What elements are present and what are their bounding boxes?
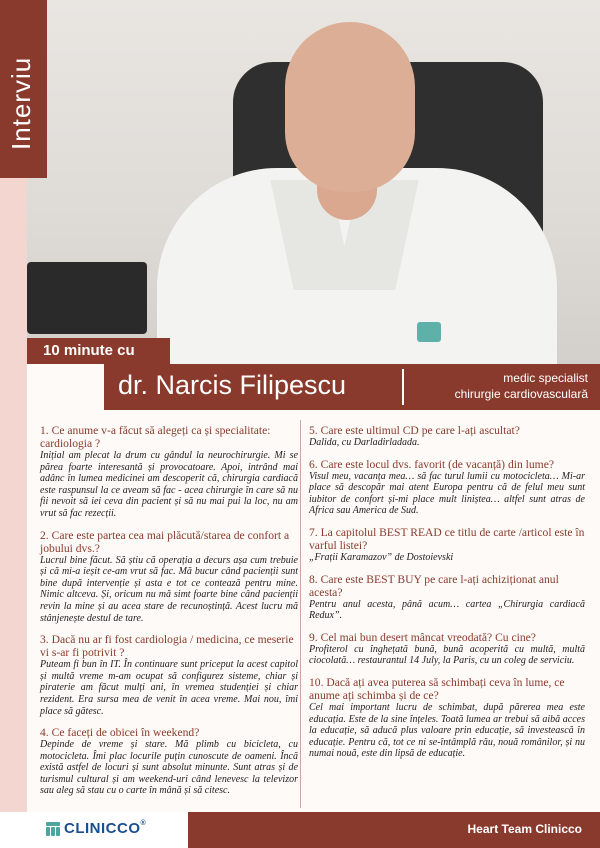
- question: 8. Care este BEST BUY pe care l-ați achiziționat anul acesta?: [309, 572, 559, 599]
- intro-bar: [27, 338, 170, 364]
- question: 7. La capitolul BEST READ ce titlu de carte /articol este în varful listei?: [309, 525, 585, 552]
- answer: Visul meu, vacanța mea… să fac turul lumii cu motocicleta… Mi-ar place să descopăr mai atent Europa pentru că de felul meu sunt iubitor de confort și-mi place mult liniștea… altfel sunt atras de Africa sau America de Sud.: [309, 470, 585, 517]
- doctor-role: [418, 370, 588, 402]
- qa-item: [40, 726, 298, 797]
- role-line-2: chirurgie cardiovasculară: [454, 387, 588, 401]
- desk-shape: [27, 262, 147, 334]
- left-column: [40, 424, 298, 806]
- answer: Inițial am plecat la drum cu gândul la neurochirurgie. Mi se părea foarte interesantă și provocatoare. Apoi, intrând mai adânc în lumea medicinei am descoperit că, chirurgia cardiacă este raspunsul la ce aveam să fac - acea chirurgie în care să nu fii nevoit să iei ceva din pacient și să nu mai pui la loc, nu am vrut să fac rezecții.: [40, 450, 298, 519]
- answer: Dalida, cu Darladirladada.: [309, 437, 420, 448]
- question: 9. Cel mai bun desert mâncat vreodată? Cu cine?: [309, 630, 536, 644]
- answer: Profiterol cu înghețată bună, bună acoperită cu multă, multă ciocolată… restaurantul 14 July, la Paris, cu un coleg de serviciu.: [309, 643, 585, 667]
- column-divider: [300, 420, 301, 808]
- qa-item: [40, 529, 298, 625]
- section-tab: [0, 0, 47, 178]
- qa-item: [40, 424, 298, 520]
- question: 3. Dacă nu ar fi fost cardiologia / medicina, ce meserie vi s-ar fi potrivit ?: [40, 633, 294, 660]
- intro-text: 10 minute cu: [43, 342, 135, 359]
- doctor-name: dr. Narcis Filipescu: [118, 370, 347, 400]
- qa-item: [309, 458, 585, 517]
- question: 10. Dacă ați avea puterea să schimbați ceva în lume, ce anume ați schimba și de ce?: [309, 675, 565, 702]
- answer: Pentru anul acesta, până acum… cartea „Chirurgia cardiacă Redux”.: [309, 598, 585, 622]
- answer: „Frații Karamazov” de Dostoievski: [309, 551, 454, 563]
- answer: Depinde de vreme și stare. Mă plimb cu bicicleta, cu motocicleta. Îmi plac locurile puțin cunoscute de oameni. Încă există astfel de locuri și sunt absolut minunte. Sunt atras și de turismul cultural și am weekend-uri când lenevesc la televizor sau aleg să stau cu o carte în mână și să citesc.: [40, 739, 298, 797]
- question: 5. Care este ultimul CD pe care l-ați ascultat?: [309, 424, 520, 437]
- answer: Cel mai important lucru de schimbat, după părerea mea este educația. Este de la sine înțeles. Toată lumea ar trebui să aibă acces la educație, să aducă plus valoare prin educație, să investească în educație. Pentru că, tot ce ni se-întâmplă rău, nouă românilor, și nu numai nouă, este din lipsă de educație.: [309, 701, 585, 760]
- question: 2. Care este partea cea mai plăcută/starea de confort a jobului dvs.?: [40, 528, 290, 555]
- name-divider: [402, 369, 404, 405]
- answer: Puteam fi bun în IT. În continuare sunt priceput la acest capitol și multă vreme m-am ocupat să configurez sisteme, chiar și piraterie am făcut mulți ani, în vremea studenției și chiar rezident. Era sursa mea de venit în acea vreme. Mai nou, îmi place să gătesc.: [40, 659, 298, 717]
- question: 4. Ce faceți de obicei în weekend?: [40, 726, 200, 740]
- role-line-1: medic specialist: [503, 371, 588, 385]
- brand-name: CLINICCO®: [64, 820, 147, 837]
- name-bar: [104, 364, 600, 410]
- qa-item: [309, 424, 585, 449]
- right-column: [309, 424, 585, 769]
- qa-item: [309, 631, 585, 667]
- coat-logo-icon: [417, 322, 441, 342]
- question: 6. Care este locul dvs. favorit (de vacanță) din lume?: [309, 457, 554, 471]
- answer: Lucrul bine făcut. Să știu că operația a decurs așa cum trebuie și că mi-a ieșit ce-am vrut să fac. Mă bucur când pacienții sunt bine după intervenție și asta e tot ce contează pentru mine. Nimic altceva. Și, oricum nu mă simt foarte bine când pacienții revin la mine și au acea stare de recunoștință. Acest lucru mă stânjenește destul de tare.: [40, 554, 298, 624]
- footer-tagline: Heart Team Clinicco: [467, 822, 582, 836]
- qa-item: [309, 573, 585, 622]
- qa-item: [40, 633, 298, 717]
- section-label: Interviu: [6, 56, 36, 150]
- doctor-photo: [27, 0, 600, 364]
- qa-item: [309, 676, 585, 760]
- footer-bar: [188, 812, 600, 848]
- head-shape: [285, 22, 415, 192]
- question: 1. Ce anume v-a făcut să alegeți ca și specialitate: cardiologia ?: [40, 424, 271, 450]
- clinicco-logo-icon: [46, 822, 60, 836]
- qa-item: [309, 526, 585, 564]
